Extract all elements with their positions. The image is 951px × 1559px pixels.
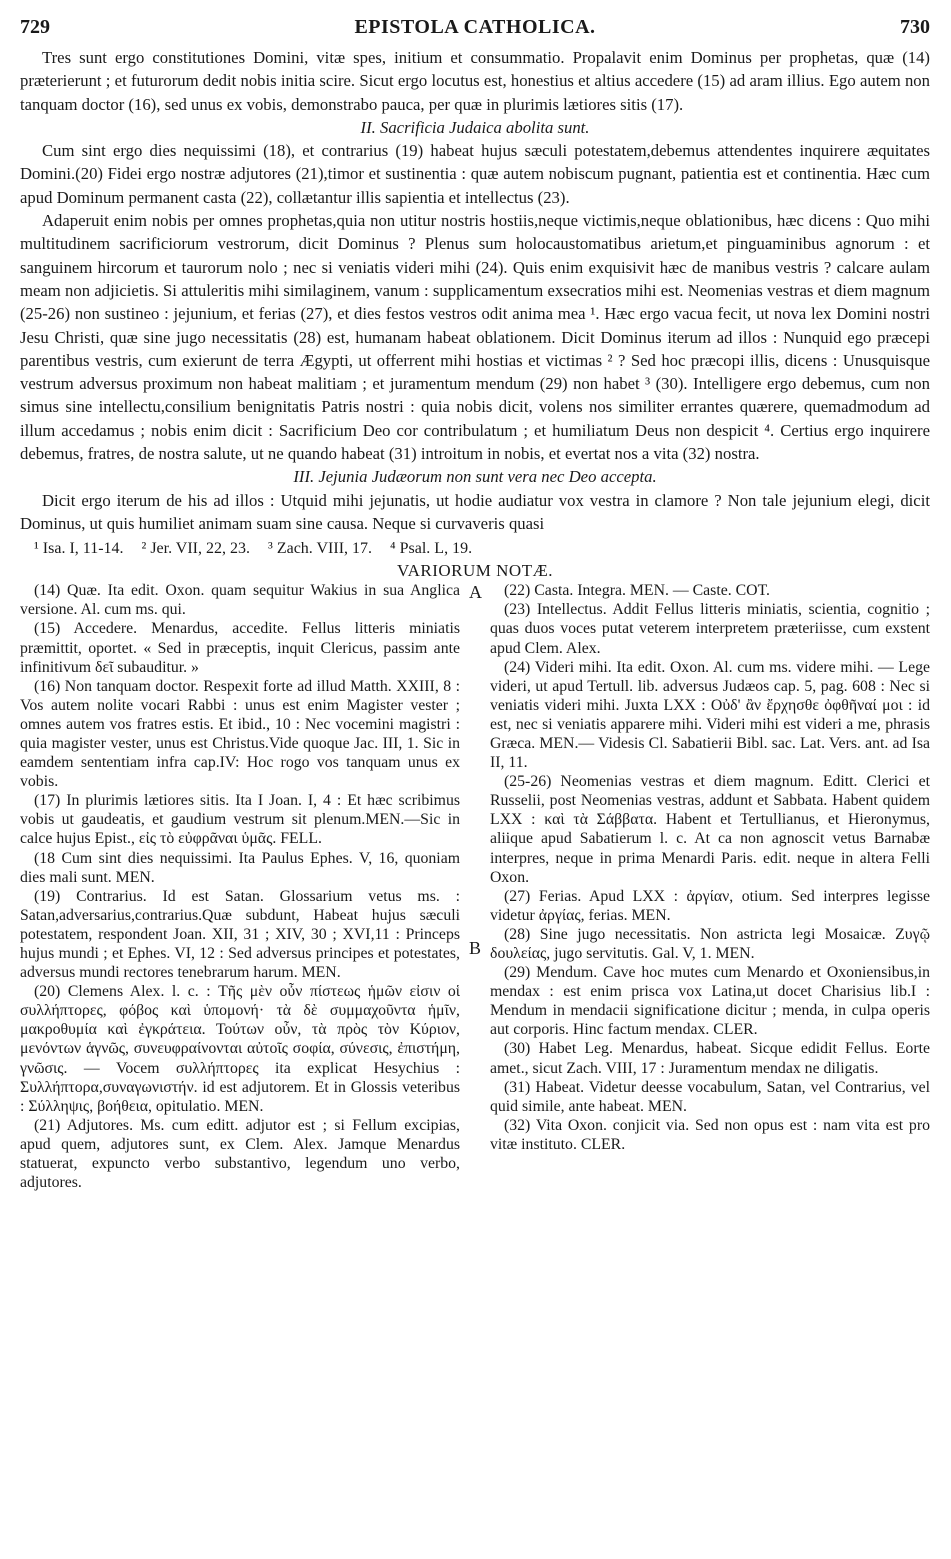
paragraph: Cum sint ergo dies nequissimi (18), et contrarius (19) habeat hujus sæculi potestatem,debemus attendentes inquirere æquitates Domini.(20) Fidei ergo nostræ adjutores (21),timor et sustinentia : quæ autem nobiscum pugnant, patientia est et continentia. Hæc cum apud Dominum permanent casta (22), collætantur illis sapientia et intellectus (23). [20, 141, 930, 207]
footnote: ⁴ Psal. L, 19. [390, 540, 473, 558]
note: (31) Habeat. Videtur deesse vocabulum, Satan, vel Contrarius, vel quid simile, ante habeat. MEN. [490, 1078, 930, 1115]
page-number-left: 729 [20, 16, 50, 38]
note: (24) Videri mihi. Ita edit. Oxon. Al. cum ms. videre mihi. — Lege videri, ut apud Tertull. lib. adversus Judæos cap. 5, pag. 608 : Nec si veniatis videri mihi. Juxta LXX : Οὐδ' ἂν ἔρχησθε ὀφθῆναί μοι : id est, nec si veniatis apparere mihi. Videri mihi est videri a me, phrasis Græca. MEN.— Videsis Cl. Sabatierii Bibl. sac. Lat. Vers. ant. ad Isa II, 11. [490, 658, 930, 772]
note: (29) Mendum. Cave hoc mutes cum Menardo et Oxoniensibus,in mendax : est enim prisca vox Latina,ut docet Charisius lib.I : Mendum in mendacii significatione dicitur ; menda, in culpa operis aut corporis. Hinc factum mendax. CLER. [490, 964, 930, 1039]
footnote: ¹ Isa. I, 11-14. [34, 540, 124, 558]
note: (25-26) Neomenias vestras et diem magnum. Editt. Clerici et Russelii, post Neomenias vestras, addunt et Sabbata. Habent quidem LXX : καὶ τὰ Σάββατα. Habent et Tertullianus, et Hieronymus, aliique apud Sabatierum l. c. At ca non agnoscit vetus Barnabæ interpres, neque in prima Menardi Paris. edit. neque in altera Felli Oxon. [490, 773, 930, 886]
paragraph: Adaperuit enim nobis per omnes prophetas,quia non utitur nostris hostiis,neque victimis,neque oblationibus, hæc dicens : Quo mihi multitudinem sacrificiorum vestrorum, dicit Dominus ? Plenus sum holocaustomatibus arietum,et pinguaminibus agnorum : et sanguinem hircorum et taurorum nolo ; nec si veniatis videri mihi (24). Quis enim exquisivit hæc de manibus vestris ? calcare aulam meam non adjicietis. Si attuleritis mihi similaginem, vanum : supplicamentum exsecratios mihi est. Neomenias vestras et diem magnum (25-26) non sustineo : jejunium, et ferias (27), et dies festos vestros odit anima mea ¹. Hæc ergo vacua fecit, ut nova lex Domini nostri Jesu Christi, quæ sine jugo necessitatis (28) est, humanam habeat oblationem. Dicit Dominus iterum ad illos : Nunquid ego præcepi parentibus vestris, cum exierunt de terra Ægypti, ut offerrent mihi hostias et victimas ² ? Sed hoc præcopi illis, dicens : Unusquisque vestrum adversus proximum non habeat malitiam ; et juramentum mendum (29) non habet ³ (30). Intelligere ergo debemus, cum non simus sine intellectu,consilium benignitatis Patris nostri : quia nobis dicit, volens nos similiter errantes quærere, quemadmodum ad illum accedamus ; nobis enim dicit : Sacrificium Deo cor contribulatum ; et humiliatum Deus non despicit ⁴. Certius ergo inquirere debemus, fratres, de nostra salute, ut ne quando habeat (31) introitum in nobis, et evertat nos a vita (32) nostra. [20, 211, 930, 464]
notes-title: VARIORUM NOTÆ. [397, 561, 553, 581]
paragraph: Dicit ergo iterum de his ad illos : Utquid mihi jejunatis, ut hodie audiatur vox vestra in clamore ? Non tale jejunium elegi, dicit Dominus, ut quis humiliet animam suam sine causa. Neque si curvaveris quasi [20, 490, 930, 533]
main-text [20, 46, 930, 535]
note: (28) Sine jugo necessitatis. Non astricta legi Mosaicæ. Ζυγῷ δουλείας, jugo servitutis. Gal. V, 1. MEN. [490, 925, 930, 963]
note: (15) Accedere. Menardus, accedite. Fellus litteris miniatis præmittit, oportet. « Sed in præceptis, inquit Clericus, passim ante infinitivum δεῖ subauditur. » [20, 620, 460, 676]
footnotes [20, 538, 930, 560]
notes-column-right [490, 581, 930, 1154]
notes-section [20, 581, 930, 1271]
margin-marker-a: A [469, 582, 482, 603]
running-title: EPISTOLA CATHOLICA. [354, 16, 596, 38]
note: (18 Cum sint dies nequissimi. Ita Paulus Ephes. V, 16, quoniam dies mali sunt. MEN. [20, 849, 460, 886]
section-heading: III. Jejunia Judæorum non sunt vera nec Deo accepta. [293, 467, 657, 487]
footnote: ³ Zach. VIII, 17. [268, 540, 373, 558]
note: (22) Casta. Integra. MEN. — Caste. COT. [504, 582, 771, 600]
page-number-right: 730 [900, 16, 930, 38]
note: (23) Intellectus. Addit Fellus litteris miniatis, scientia, cognitio ; quas duos voces putat veterem interpretem præteriisse, cum exstent apud Clem. Alex. [490, 601, 930, 657]
note: (32) Vita Oxon. conjicit via. Sed non opus est : nam vita est pro vitæ instituto. CLER. [490, 1116, 930, 1153]
margin-marker-b: B [469, 938, 482, 959]
paragraph: Tres sunt ergo constitutiones Domini, vitæ spes, initium et consummatio. Propalavit enim Dominus per prophetas, quæ (14) præterierunt ; et futurorum dedit nobis initia scire. Sicut ergo locutus est, honestius et altius accedere (15) ad aram illius. Ego autem non tanquam doctor (16), sed unus ex vobis, demonstrabo pauca, per quæ in plurimis lætiores sitis (17). [20, 48, 930, 114]
footnote: ² Jer. VII, 22, 23. [141, 540, 251, 558]
note: (14) Quæ. Ita edit. Oxon. quam sequitur Wakius in sua Anglica versione. Al. cum ms. qui. [20, 582, 460, 619]
note: (17) In plurimis lætiores sitis. Ita I Joan. I, 4 : Et hæc scribimus vobis ut gaudeatis, et gaudium vestrum sit plenum.MEN.—Sic in calce hujus Epist., εἰς τὸ εὐφρᾶναι ὑμᾶς. FELL. [20, 792, 460, 848]
page-header [20, 14, 930, 44]
note: (21) Adjutores. Ms. cum editt. adjutor est ; si Fellum excipias, apud quem, adjutores sunt, ex Clem. Alex. Jamque Menardus statuerat, expuncto verbo substantivo, legendum uno verbo, adjutores. [20, 1116, 460, 1192]
section-heading: II. Sacrificia Judaica abolita sunt. [360, 117, 590, 137]
page [20, 14, 930, 1271]
note: (30) Habet Leg. Menardus, habeat. Sicque edidit Fellus. Eorte amet., sicut Zach. VIII, 17 : Juramentum mendax ne diligatis. [490, 1040, 930, 1077]
note: (19) Contrarius. Id est Satan. Glossarium vetus ms. : Satan,adversarius,contrarius.Quæ subdunt, Habeat hujus sæculi potestatem, respondent Joan. XII, 31 ; XIV, 30 ; XVI,11 : Princeps hujus mundi ; et Ephes. VI, 12 : Sed adversus principes et potestates, adversus mundi rectores tenebrarum harum. MEN. [20, 887, 460, 982]
note: (16) Non tanquam doctor. Respexit forte ad illud Matth. XXIII, 8 : Vos autem nolite vocari Rabbi : unus est enim Magister vester ; omnes autem vos fratres estis. Et ibid., 10 : Nec vocemini magistri : quia magister vester, unus est Christus.Vide quoque Jac. III, 1. Sic in eamdem sententiam infra cap.IV: Hoc rogo vos tanquam unus ex vobis. [20, 677, 460, 791]
note: (20) Clemens Alex. l. c. : Τῆς μὲν οὖν πίστεως ἡμῶν εἰσιν οἱ συλλήπτορες, φόβος καὶ ὑπομονή· τὰ δὲ συμμαχοῦντα ἡμῖν, μακροθυμία καὶ ἐγκράτεια. Τούτων οὖν, τὰ πρὸς τὸν Κύριον, μενόντων ἁγνῶς, συνευφραίνονται αὐτοῖς σοφία, σύνεσις, ἐπιστήμη, γνῶσις. — Vocem συλλήπτορες ita explicat Hesychius : Συλλήπτορα,συναγωνιστήν. id est adjutorem. Et in Glossis veteribus : Σύλληψις, βοήθεια, opitulatio. MEN. [20, 983, 460, 1115]
note: (27) Ferias. Apud LXX : ἀργίαν, otium. Sed interpres legisse videtur ἀργίας, ferias. MEN. [490, 887, 930, 924]
notes-column-left [20, 581, 460, 1192]
